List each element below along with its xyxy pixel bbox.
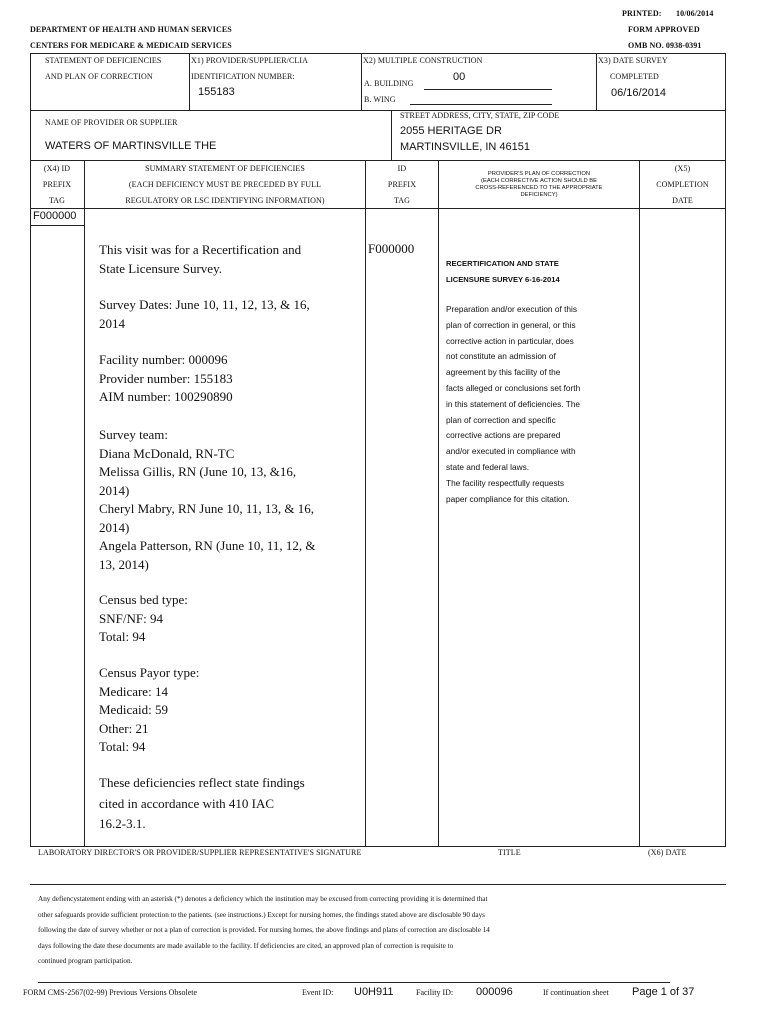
printed-label: PRINTED: <box>622 9 662 18</box>
plan-header-line3: CROSS-REFERENCED TO THE APPROPRIATE <box>475 185 603 191</box>
summary-para-3: Facility number: 000096 Provider number: 155183 AIM number: 100290890 <box>99 352 233 404</box>
summary-para-5: Census bed type: SNF/NF: 94 Total: 94 <box>99 592 188 644</box>
summary-para-1: This visit was for a Recertification and State Licensure Survey. <box>99 242 302 276</box>
event-id-value: U0H911 <box>354 986 394 998</box>
summary-header-line3: REGULATORY OR LSC IDENTIFYING INFORMATION) <box>125 196 325 205</box>
id-prefix-label: PREFIX <box>387 180 417 189</box>
date-survey-label-line1: X3) DATE SURVEY <box>598 56 668 65</box>
x4-tag-label: TAG <box>48 196 66 205</box>
provider-id-label-line2: IDENTIFICATION NUMBER: <box>191 72 295 81</box>
id-tag-label: TAG <box>393 196 411 205</box>
date-survey-label-line2: COMPLETED <box>610 72 659 81</box>
x5-label: (X5) <box>674 164 691 173</box>
form-approved: FORM APPROVED <box>628 25 700 34</box>
address-line2: MARTINSVILLE, IN 46151 <box>400 141 531 153</box>
provider-name-value: WATERS OF MARTINSVILLE THE <box>45 140 217 152</box>
plan-header-line1: PROVIDER'S PLAN OF CORRECTION <box>487 171 591 177</box>
omb-number: OMB NO. 0938-0391 <box>628 41 702 50</box>
wing-label: B. WING <box>364 95 396 104</box>
department-title: DEPARTMENT OF HEALTH AND HUMAN SERVICES <box>30 25 232 34</box>
printed-date: 10/06/2014 <box>676 9 714 18</box>
building-value: 00 <box>453 71 466 83</box>
x6-date-label: (X6) DATE <box>648 848 687 857</box>
plan-body: Preparation and/or execution of this plan of correction in general, or this corrective action in particular, does not constitute an admission of agreement by this facility of the facts alleged or conclusions set forth in this statement of deficiencies. The plan of correction and specific corrective actions are prepared and/or executed in compliance with state and federal laws. The facility respectfully requests paper compliance for this citation. <box>446 304 581 504</box>
deficiency-tag-right: F000000 <box>368 241 415 256</box>
plan-header-line4: DEFICIENCY) <box>520 192 558 198</box>
event-id-label: Event ID: <box>302 988 334 997</box>
address-line1: 2055 HERITAGE DR <box>400 125 502 137</box>
summary-para-4: Survey team: Diana McDonald, RN-TC Melissa Gillis, RN (June 10, 13, &16, 2014) Cheryl Mabry, RN June 10, 11, 13, & 16, 2014) Angela Patterson, RN (June 10, 11, 12, & 13, 2014) <box>99 427 316 572</box>
id-label: ID <box>397 164 407 173</box>
summary-para-2: Survey Dates: June 10, 11, 12, 13, & 16, 2014 <box>99 297 310 331</box>
statement-label-line2: AND PLAN OF CORRECTION <box>45 72 153 81</box>
title-label: TITLE <box>498 848 521 857</box>
deficiency-tag-left: F000000 <box>33 210 77 222</box>
x4-prefix-label: PREFIX <box>42 180 72 189</box>
provider-id-value: 155183 <box>198 86 235 98</box>
address-label: STREET ADDRESS, CITY, STATE, ZIP CODE <box>400 111 560 120</box>
plan-header <box>439 171 639 199</box>
provider-name-label: NAME OF PROVIDER OR SUPPLIER <box>45 118 178 127</box>
disclaimer-text: Any defiencystatement ending with an asterisk (*) denotes a deficiency which the institution may be excused from correcting providing it is determined that other safeguards provide sufficient protection to the patients. (see instructions.) Except for nursing homes, the findings stated above are disclosable 90 days following the date of survey whether or not a plan of correction is provided. For nursing homes, the above findings and plans of correction are disclosable 14 days following the date these documents are made available to the facility. If deficiencies are cited, an approved plan of correction is requisite to continued program participation. <box>38 895 490 965</box>
building-label: A. BUILDING <box>364 79 414 88</box>
provider-id-label-line1: X1) PROVIDER/SUPPLIER/CLIA <box>191 56 309 65</box>
page-number: Page 1 of 37 <box>632 986 695 998</box>
completion-label: COMPLETION <box>656 180 709 189</box>
summary-para-7: These deficiencies reflect state findings cited in accordance with 410 IAC 16.2-3.1. <box>99 775 305 831</box>
facility-id-label: Facility ID: <box>416 988 454 997</box>
multiple-construction-label: X2) MULTIPLE CONSTRUCTION <box>363 56 483 65</box>
plan-header-line2: (EACH CORRECTIVE ACTION SHOULD BE <box>481 178 597 184</box>
form-number: FORM CMS-2567(02-99) Previous Versions Obsolete <box>23 988 198 997</box>
x4-id-label: (X4) ID <box>43 164 71 173</box>
date-survey-value: 06/16/2014 <box>611 87 667 99</box>
summary-header-line1: SUMMARY STATEMENT OF DEFICIENCIES <box>145 164 305 173</box>
summary-header-line2: (EACH DEFICIENCY MUST BE PRECEDED BY FULL <box>128 180 322 189</box>
signature-label: LABORATORY DIRECTOR'S OR PROVIDER/SUPPLIER REPRESENTATIVE'S SIGNATURE <box>38 848 362 857</box>
date-label: DATE <box>672 196 693 205</box>
summary-para-6: Census Payor type: Medicare: 14 Medicaid: 59 Other: 21 Total: 94 <box>99 665 200 754</box>
facility-id-value: 000096 <box>476 986 513 998</box>
plan-title: RECERTIFICATION AND STATE LICENSURE SURVEY 6-16-2014 <box>446 259 560 284</box>
statement-label-line1: STATEMENT OF DEFICIENCIES <box>45 56 162 65</box>
continuation-label: If continuation sheet <box>543 988 609 997</box>
centers-title: CENTERS FOR MEDICARE & MEDICAID SERVICES <box>30 41 232 50</box>
